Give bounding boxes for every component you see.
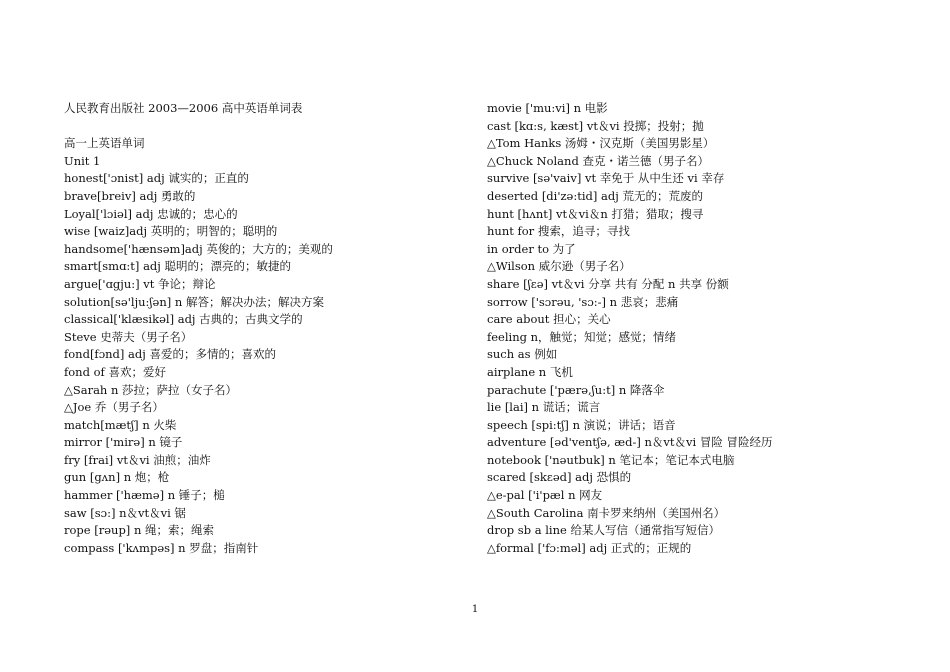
- vocabulary-entry: deserted [di'zə:tid] adj 荒无的；荒废的: [487, 188, 703, 203]
- vocabulary-entry: adventure [əd'ventʃə, æd-] n＆vt＆vi 冒险 冒险经历: [487, 435, 773, 450]
- vocabulary-list-right: [487, 100, 887, 557]
- vocabulary-entry: scared [skεəd] adj 恐惧的: [487, 470, 632, 485]
- vocabulary-entry: hunt for 搜索，追寻；寻找: [487, 224, 630, 239]
- vocabulary-entry: Steve 史蒂夫（男子名）: [64, 329, 193, 344]
- vocabulary-entry: care about 担心；关心: [487, 312, 611, 327]
- vocabulary-entry: saw [sɔ:] n＆vt＆vi 锯: [64, 505, 186, 520]
- vocabulary-entry: solution[sə'lju:ʃən] n 解答；解决办法；解决方案: [64, 294, 324, 309]
- page-number: 1: [471, 604, 479, 615]
- vocabulary-entry: feeling n，触觉；知觉；感觉；情绪: [487, 329, 677, 344]
- vocabulary-entry: parachute ['pærə,ʃu:t] n 降落伞: [487, 382, 665, 397]
- vocabulary-entry: mirror ['mirə] n 镜子: [64, 435, 183, 450]
- vocabulary-entry: share [ʃεə] vt＆vi 分享 共有 分配 n 共享 份额: [487, 276, 729, 291]
- vocabulary-entry: wise [waiz]adj 英明的；明智的；聪明的: [64, 224, 278, 239]
- vocabulary-entry: △South Carolina 南卡罗来纳州（美国州名）: [487, 505, 726, 520]
- vocabulary-entry: fond of 喜欢；爱好: [64, 364, 166, 379]
- vocabulary-entry: notebook ['nəutbuk] n 笔记本；笔记本式电脑: [487, 452, 735, 467]
- document-title: 人民教育出版社 2003—2006 高中英语单词表: [64, 101, 303, 115]
- vocabulary-entry: smart[smɑ:t] adj 聪明的；漂亮的；敏捷的: [64, 259, 292, 274]
- vocabulary-entry: argue['ɑgju:] vt 争论；辩论: [64, 276, 216, 291]
- vocabulary-entry: speech [spi:tʃ] n 演说；讲话；语音: [487, 417, 676, 432]
- vocabulary-entry: △Chuck Noland 查克・诺兰德（男子名）: [487, 153, 709, 168]
- vocabulary-entry: drop sb a line 给某人写信（通常指写短信）: [487, 523, 720, 538]
- unit-heading: Unit 1: [64, 153, 101, 168]
- vocabulary-entry: survive [sə'vaiv] vt 幸免于 从中生还 vi 幸存: [487, 171, 725, 186]
- vocabulary-entry: classical['klæsikəl] adj 古典的；古典文学的: [64, 312, 303, 327]
- blank-line: [64, 118, 444, 136]
- left-column: [64, 100, 444, 557]
- vocabulary-entry: Loyal['lɔiəl] adj 忠诚的；忠心的: [64, 206, 238, 221]
- vocabulary-entry: lie [lai] n 谎话；谎言: [487, 400, 601, 415]
- vocabulary-entry: sorrow ['sɔrəu, 'sɔ:-] n 悲哀；悲痛: [487, 294, 679, 309]
- vocabulary-entry: handsome['hænsəm]adj 英俊的；大方的；美观的: [64, 241, 333, 256]
- vocabulary-entry: △formal ['fɔ:məl] adj 正式的；正规的: [487, 540, 692, 555]
- vocabulary-entry: compass ['kʌmpəs] n 罗盘；指南针: [64, 540, 259, 555]
- vocabulary-entry: gun [gʌn] n 炮；枪: [64, 470, 170, 485]
- vocabulary-entry: rope [rəup] n 绳；索；绳索: [64, 523, 215, 538]
- vocabulary-entry: △Joe 乔（男子名）: [64, 400, 164, 415]
- vocabulary-entry: match[mætʃ] n 火柴: [64, 417, 177, 432]
- vocabulary-entry: hunt [hʌnt] vt＆vi＆n 打猎；猎取；搜寻: [487, 206, 704, 221]
- vocabulary-entry: cast [kɑ:s, kæst] vt＆vi 投掷；投射；抛: [487, 118, 704, 133]
- section-heading: 高一上英语单词: [64, 136, 145, 151]
- vocabulary-entry: △Wilson 威尔逊（男子名）: [487, 259, 631, 274]
- vocabulary-entry: in order to 为了: [487, 241, 576, 256]
- vocabulary-entry: brave[breiv] adj 勇敢的: [64, 188, 196, 203]
- vocabulary-entry: fry [frai] vt＆vi 油煎；油炸: [64, 452, 211, 467]
- vocabulary-entry: honest['ɔnist] adj 诚实的；正直的: [64, 171, 249, 186]
- right-column: [487, 100, 887, 557]
- vocabulary-entry: △Tom Hanks 汤姆・汉克斯（美国男影星）: [487, 136, 715, 151]
- vocabulary-list-left: [64, 170, 444, 557]
- vocabulary-entry: △e-pal ['i'pæl n 网友: [487, 488, 603, 503]
- vocabulary-entry: △Sarah n 莎拉；萨拉（女子名）: [64, 382, 238, 397]
- vocabulary-entry: airplane n 飞机: [487, 364, 573, 379]
- vocabulary-entry: such as 例如: [487, 347, 558, 362]
- vocabulary-entry: hammer ['hæmə] n 锤子；槌: [64, 488, 225, 503]
- vocabulary-entry: movie ['mu:vi] n 电影: [487, 101, 608, 115]
- vocabulary-entry: fond[fɔnd] adj 喜爱的；多情的；喜欢的: [64, 347, 276, 362]
